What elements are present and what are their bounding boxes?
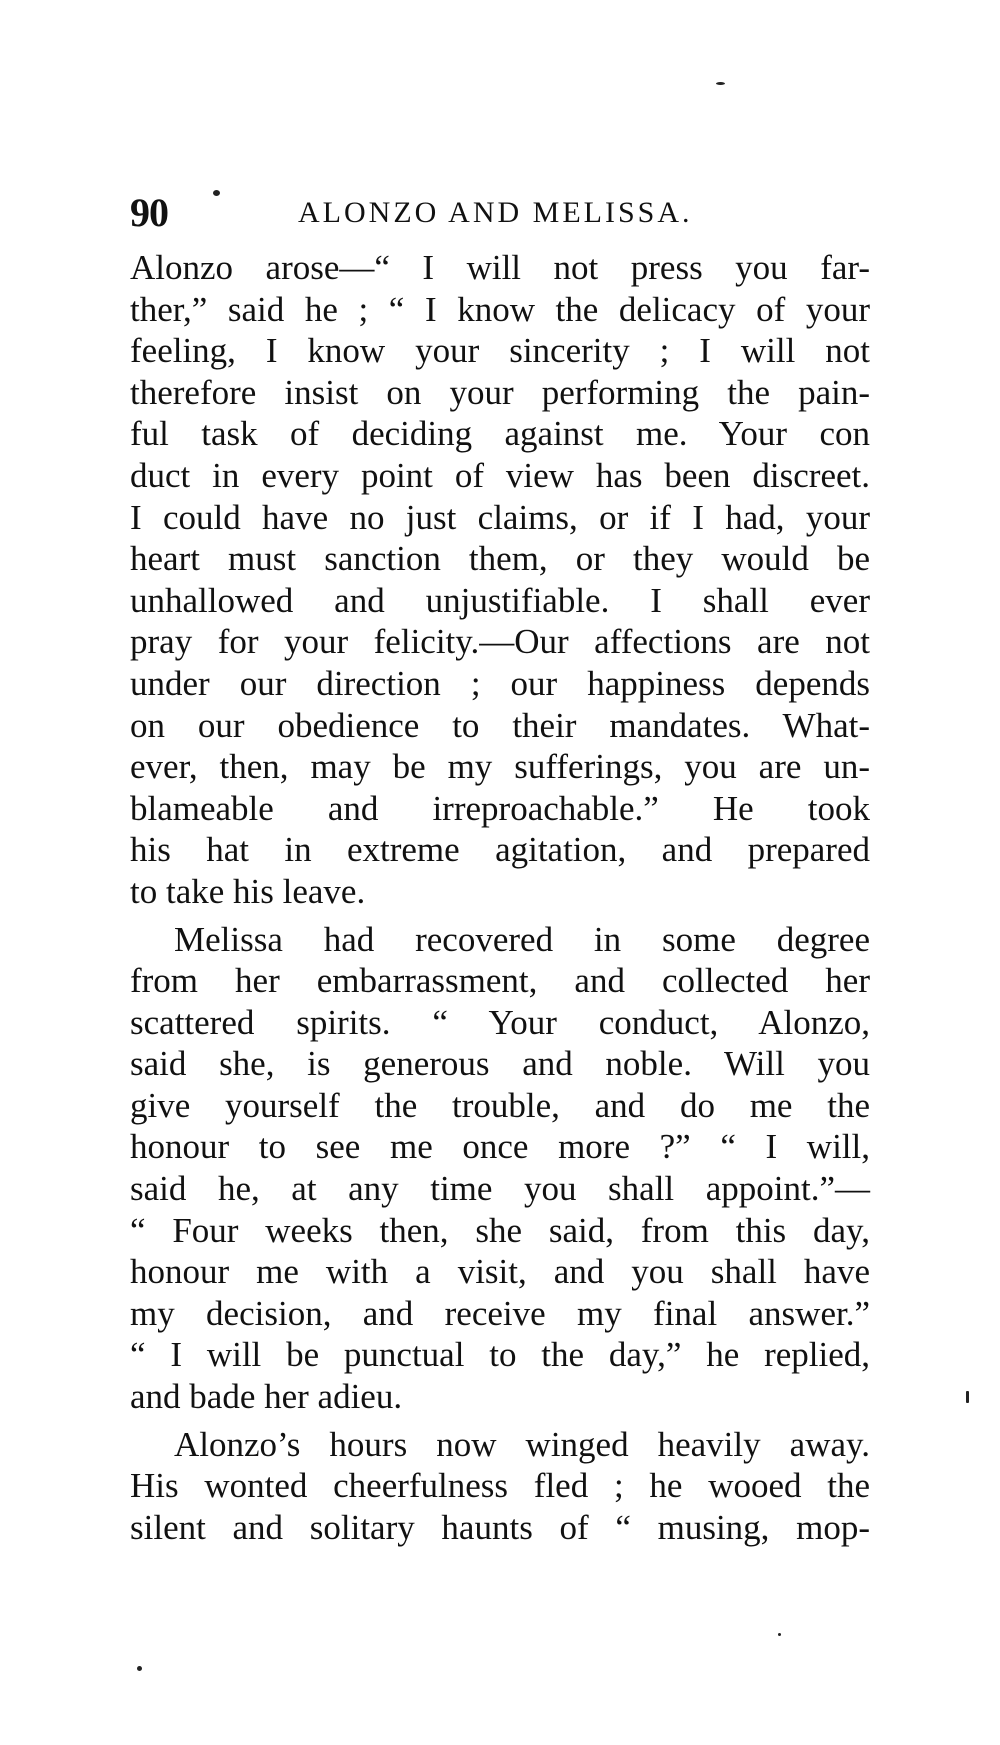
text-line: from her embarrassment, and collected her	[130, 961, 870, 1001]
scan-speck	[137, 1666, 142, 1671]
text-line: I could have no just claims, or if I had, your	[130, 497, 870, 537]
text-line: blameable and irreproachable.” He took	[130, 788, 870, 828]
text-line: my decision, and receive my final answer.”	[130, 1293, 870, 1333]
text-line: His wonted cheerfulness fled ; he wooed the	[130, 1466, 870, 1506]
text-line: Melissa had recovered in some degree	[174, 919, 870, 959]
text-line: therefore insist on your performing the pain-	[130, 372, 870, 412]
text-line: unhallowed and unjustifiable. I shall ever	[130, 580, 870, 620]
text-line: ther,” said he ; “ I know the delicacy of your	[130, 289, 870, 329]
paragraph-1	[130, 247, 870, 913]
text-line: Alonzo arose—“ I will not press you far-	[130, 248, 870, 287]
scan-speck	[778, 1633, 781, 1636]
text-line: “ I will be punctual to the day,” he replied,	[130, 1335, 870, 1375]
text-line: feeling, I know your sincerity ; I will not	[130, 331, 870, 371]
text-line: Alonzo’s hours now winged heavily away.	[174, 1424, 870, 1464]
text-line: “ Four weeks then, she said, from this day,	[130, 1210, 870, 1250]
text-line: honour to see me once more ?” “ I will,	[130, 1127, 870, 1167]
scan-speck	[716, 82, 725, 85]
scan-speck	[213, 190, 220, 196]
page-number: 90	[130, 190, 168, 235]
text-line: duct in every point of view has been discreet.	[130, 455, 870, 495]
text-line: honour me with a visit, and you shall have	[130, 1252, 870, 1292]
text-line: silent and solitary haunts of “ musing, mop-	[130, 1507, 870, 1547]
text-line: said she, is generous and noble. Will you	[130, 1044, 870, 1084]
text-line: said he, at any time you shall appoint.”—	[130, 1169, 870, 1209]
text-line: heart must sanction them, or they would be	[130, 539, 870, 579]
text-line: scattered spirits. “ Your conduct, Alonzo,	[130, 1002, 870, 1042]
text-line: ful task of deciding against me. Your con	[130, 414, 870, 454]
page-header	[130, 188, 870, 238]
text-line: give yourself the trouble, and do me the	[130, 1085, 870, 1125]
text-line: ever, then, may be my sufferings, you are un-	[130, 747, 870, 787]
paragraph-3	[130, 1424, 870, 1549]
text-line: to take his leave.	[130, 871, 366, 911]
text-line: and bade her adieu.	[130, 1377, 403, 1417]
text-line: on our obedience to their mandates. What-	[130, 705, 870, 745]
body-text	[130, 247, 870, 1548]
scan-speck	[966, 1391, 969, 1403]
text-line: under our direction ; our happiness depends	[130, 663, 870, 703]
running-title: ALONZO AND MELISSA.	[298, 196, 693, 229]
paragraph-2	[130, 919, 870, 1418]
text-line: his hat in extreme agitation, and prepared	[130, 830, 870, 870]
text-line: pray for your felicity.—Our affections are not	[130, 622, 870, 662]
